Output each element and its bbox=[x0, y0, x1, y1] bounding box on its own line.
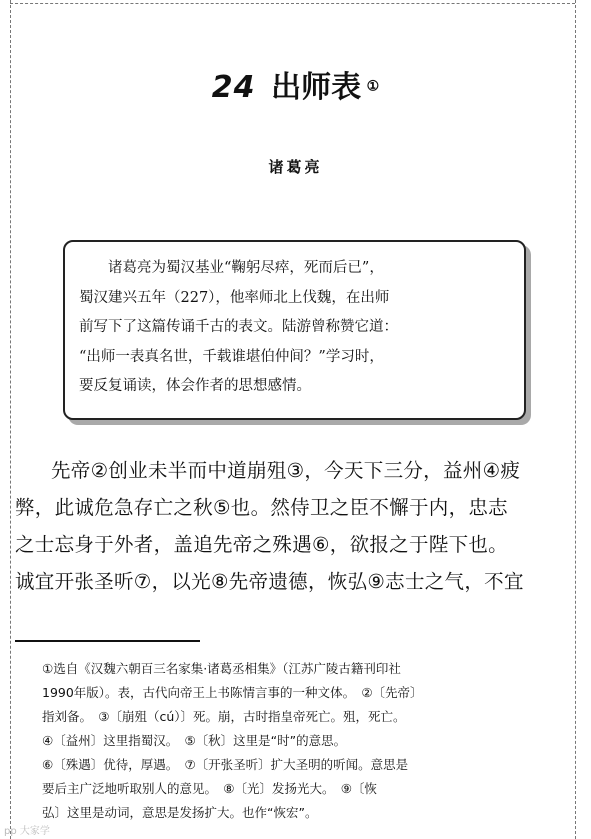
watermark: pp 大家学 bbox=[4, 826, 50, 837]
body-line: 弊，此诚危急存亡之秋⑤也。然侍卫之臣不懈于内，忠志 bbox=[15, 496, 508, 519]
page-border-left bbox=[10, 0, 11, 839]
lesson-number: 24 bbox=[211, 70, 256, 105]
body-line: 之士忘身于外者，盖追先帝之殊遇⑥，欲报之于陛下也。 bbox=[15, 533, 508, 556]
body-text bbox=[15, 452, 575, 600]
footnote-line: ④〔益州〕这里指蜀汉。 ⑤〔秋〕这里是“时”的意思。 bbox=[42, 733, 347, 748]
intro-line: 蜀汉建兴五年（227），他率师北上伐魏，在出师 bbox=[79, 289, 390, 306]
footnote-line: ⑥〔殊遇〕优待，厚遇。 ⑦〔开张圣听〕扩大圣明的听闻。意思是 bbox=[42, 757, 409, 772]
intro-line: “出师一表真名世，千载谁堪伯仲间？”学习时， bbox=[79, 348, 384, 365]
body-line: 先帝②创业未半而中道崩殂③，今天下三分，益州④疲 bbox=[51, 459, 521, 482]
lesson-title bbox=[0, 62, 591, 106]
intro-line: 前写下了这篇传诵千古的表文。陆游曾称赞它道： bbox=[79, 319, 398, 335]
body-line: 诚宜开张圣听⑦，以光⑧先帝遗德，恢弘⑨志士之气，不宜 bbox=[15, 570, 524, 593]
footnote-line: 要后主广泛地听取别人的意见。 ⑧〔光〕发扬光大。 ⑨〔恢 bbox=[42, 781, 377, 796]
footnote-line: 弘〕这里是动词，意思是发扬扩大。也作“恢宏”。 bbox=[42, 805, 318, 820]
intro-box bbox=[63, 240, 526, 420]
footnote-divider bbox=[15, 640, 200, 642]
intro-line: 要反复诵读，体会作者的思想感情。 bbox=[79, 378, 311, 394]
footnote-line: 指刘备。 ③〔崩殂（cú）〕死。崩，古时指皇帝死亡。殂，死亡。 bbox=[42, 709, 406, 724]
title-footnote-mark: ① bbox=[366, 78, 380, 95]
page-border-top bbox=[10, 3, 575, 4]
lesson-title-text: 出师表 bbox=[271, 70, 362, 105]
footnote-line: 1990年版）。表，古代向帝王上书陈情言事的一种文体。 ②〔先帝〕 bbox=[42, 685, 423, 700]
author-name: 诸葛亮 bbox=[268, 158, 323, 176]
footnotes bbox=[42, 657, 582, 825]
intro-line: 诸葛亮为蜀汉基业“鞠躬尽瘁，死而后已”， bbox=[79, 260, 384, 276]
footnote-line: ①选自《汉魏六朝百三名家集·诸葛丞相集》（江苏广陵古籍刊印社 bbox=[42, 661, 401, 676]
